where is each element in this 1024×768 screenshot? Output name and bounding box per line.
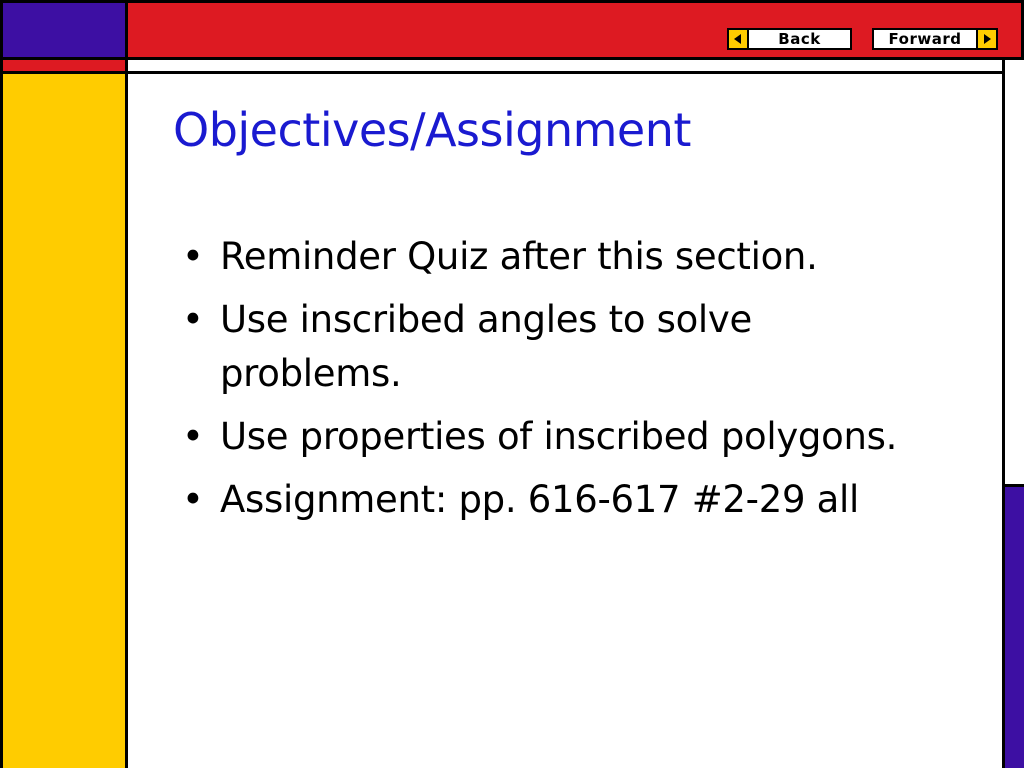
right-purple-strip bbox=[1002, 484, 1024, 768]
bullet-item bbox=[182, 473, 902, 527]
triangle-left-icon bbox=[729, 30, 749, 48]
bullet-list bbox=[182, 230, 902, 536]
back-button-label: Back bbox=[778, 30, 821, 48]
bullet-dot: • bbox=[182, 478, 204, 521]
bullet-dot: • bbox=[182, 298, 204, 341]
bullet-text: Assignment: pp. 616-617 #2-29 all bbox=[220, 478, 859, 521]
triangle-right-icon bbox=[976, 30, 996, 48]
bullet-text: Use properties of inscribed polygons. bbox=[220, 415, 898, 458]
bullet-dot: • bbox=[182, 415, 204, 458]
bullet-item bbox=[182, 230, 902, 284]
bullet-item bbox=[182, 293, 902, 401]
left-yellow-sidebar bbox=[0, 71, 128, 768]
back-button[interactable] bbox=[727, 28, 852, 50]
forward-button[interactable] bbox=[872, 28, 998, 50]
bullet-dot: • bbox=[182, 235, 204, 278]
bullet-text: Use inscribed angles to solve problems. bbox=[220, 298, 752, 395]
corner-purple-block bbox=[0, 0, 128, 60]
forward-button-label: Forward bbox=[888, 30, 962, 48]
slide-title: Objectives/Assignment bbox=[173, 103, 691, 157]
bullet-item bbox=[182, 410, 902, 464]
bullet-text: Reminder Quiz after this section. bbox=[220, 235, 818, 278]
right-white-strip bbox=[1002, 57, 1024, 487]
